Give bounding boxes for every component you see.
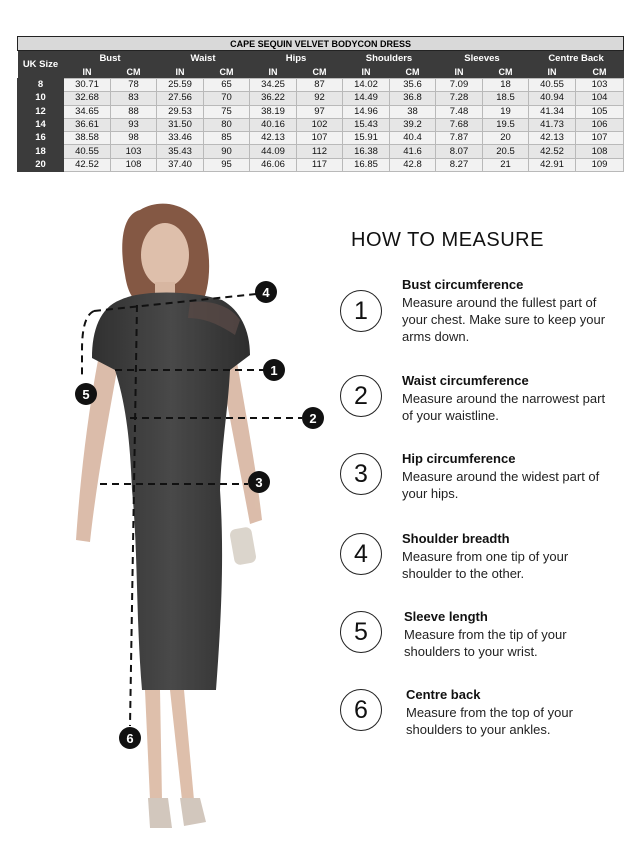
group-header-shoulders: Shoulders [343,51,436,66]
measurement-cell: 108 [576,145,624,158]
measurement-cell: 7.28 [436,92,483,105]
model-silhouette [76,204,262,828]
step-description: Measure around the narrowest part of your waistline. [402,391,606,423]
size-cell: 10 [18,92,64,105]
marker-4-label: 4 [262,285,270,300]
measurement-cell: 16.38 [343,145,390,158]
unit-header-in: IN [157,65,204,79]
step-heading: Shoulder breadth [402,531,510,546]
model-illustration [0,190,330,853]
step-heading: Waist circumference [402,373,529,388]
measurement-cell: 25.59 [157,79,204,92]
measurement-cell: 108 [111,158,157,171]
measurement-cell: 103 [111,145,157,158]
measurement-cell: 41.73 [529,118,576,131]
measurement-cell: 83 [111,92,157,105]
measurement-cell: 38.58 [64,132,111,145]
table-row [18,145,624,158]
marker-4 [255,281,277,303]
step-description: Measure around the fullest part of your chest. Make sure to keep your arms down. [402,295,606,344]
measurement-cell: 109 [576,158,624,171]
measurement-cell: 75 [204,105,250,118]
measurement-cell: 87 [297,79,343,92]
measurement-cell: 32.68 [64,92,111,105]
unit-header-in: IN [529,65,576,79]
measurement-cell: 98 [111,132,157,145]
measurement-cell: 80 [204,118,250,131]
step-bust [340,277,630,344]
measurement-cell: 15.43 [343,118,390,131]
marker-6-label: 6 [126,731,134,746]
measurement-cell: 93 [111,118,157,131]
unit-header-in: IN [64,65,111,79]
step-description: Measure around the widest part of your hips. [402,469,600,501]
measurement-cell: 42.13 [529,132,576,145]
measurement-cell: 42.8 [390,158,436,171]
measurement-cell: 95 [204,158,250,171]
measurement-cell: 44.09 [250,145,297,158]
measurement-cell: 88 [111,105,157,118]
group-header-bust: Bust [64,51,157,66]
unit-header-in: IN [343,65,390,79]
measurement-cell: 90 [204,145,250,158]
step-number-circle: 4 [340,533,382,575]
measurement-cell: 36.8 [390,92,436,105]
measurement-cell: 78 [111,79,157,92]
measurement-cell: 7.09 [436,79,483,92]
measurement-cell: 19 [483,105,529,118]
table-row [18,158,624,171]
measurement-cell: 106 [576,118,624,131]
measurement-cell: 103 [576,79,624,92]
marker-1 [263,359,285,381]
unit-header-in: IN [250,65,297,79]
measurement-cell: 85 [204,132,250,145]
step-centre-back [340,687,630,754]
model-figure [0,190,330,853]
measurement-cell: 97 [297,105,343,118]
size-cell: 14 [18,118,64,131]
step-description: Measure from the tip of your shoulders to your wrist. [404,627,567,659]
table-title: CAPE SEQUIN VELVET BODYCON DRESS [18,37,624,51]
measurement-cell: 36.22 [250,92,297,105]
step-description: Measure from the top of your shoulders to your ankles. [406,705,573,737]
measurement-cell: 39.2 [390,118,436,131]
measurement-cell: 38 [390,105,436,118]
measurement-cell: 21 [483,158,529,171]
step-description: Measure from one tip of your shoulder to the other. [402,549,569,581]
measurement-cell: 7.48 [436,105,483,118]
measurement-cell: 112 [297,145,343,158]
size-cell: 16 [18,132,64,145]
step-heading: Hip circumference [402,451,516,466]
measurement-cell: 27.56 [157,92,204,105]
group-header-centre-back: Centre Back [529,51,624,66]
measurement-cell: 37.40 [157,158,204,171]
measurement-cell: 65 [204,79,250,92]
measurement-cell: 29.53 [157,105,204,118]
step-heading: Sleeve length [404,609,488,624]
step-number-circle: 1 [340,290,382,332]
measurement-cell: 20 [483,132,529,145]
measurement-cell: 14.49 [343,92,390,105]
measurement-cell: 40.55 [64,145,111,158]
sleeve-guide-line [82,311,94,375]
measurement-cell: 8.27 [436,158,483,171]
size-cell: 20 [18,158,64,171]
measurement-cell: 15.91 [343,132,390,145]
unit-header-cm: CM [111,65,157,79]
measurement-cell: 107 [576,132,624,145]
measurement-cell: 14.02 [343,79,390,92]
marker-1-label: 1 [270,363,278,378]
group-header-waist: Waist [157,51,250,66]
size-column-header: UK Size [18,51,64,79]
size-table-body [18,79,624,172]
marker-5 [75,383,97,405]
step-number-circle: 5 [340,611,382,653]
measurement-cell: 42.91 [529,158,576,171]
marker-2 [302,407,324,429]
step-waist [340,373,630,440]
measurement-cell: 102 [297,118,343,131]
unit-header-cm: CM [204,65,250,79]
measurement-cell: 117 [297,158,343,171]
measurement-cell: 20.5 [483,145,529,158]
marker-3 [248,471,270,493]
group-header-sleeves: Sleeves [436,51,529,66]
measurement-cell: 40.55 [529,79,576,92]
measurement-cell: 8.07 [436,145,483,158]
measurement-cell: 42.52 [64,158,111,171]
measurement-cell: 35.43 [157,145,204,158]
measurement-cell: 38.19 [250,105,297,118]
step-hips [340,451,630,518]
step-sleeves [340,609,630,676]
marker-6 [119,727,141,749]
table-row [18,92,624,105]
marker-5-label: 5 [82,387,90,402]
size-cell: 18 [18,145,64,158]
measurement-cell: 36.61 [64,118,111,131]
measurement-cell: 7.87 [436,132,483,145]
measurement-cell: 33.46 [157,132,204,145]
measurement-cell: 41.34 [529,105,576,118]
measurement-cell: 31.50 [157,118,204,131]
step-shoulders [340,531,630,598]
measurement-cell: 16.85 [343,158,390,171]
step-number-circle: 2 [340,375,382,417]
measurement-cell: 18.5 [483,92,529,105]
measurement-cell: 92 [297,92,343,105]
measurement-cell: 40.94 [529,92,576,105]
step-heading: Centre back [406,687,481,702]
measurement-cell: 30.71 [64,79,111,92]
table-row [18,105,624,118]
table-row [18,79,624,92]
measurement-cell: 46.06 [250,158,297,171]
marker-2-label: 2 [309,411,317,426]
measurement-cell: 41.6 [390,145,436,158]
unit-header-cm: CM [483,65,529,79]
size-chart-table [17,36,624,172]
marker-3-label: 3 [255,475,263,490]
measurement-cell: 105 [576,105,624,118]
measurement-cell: 42.52 [529,145,576,158]
measurement-cell: 104 [576,92,624,105]
measurement-cell: 107 [297,132,343,145]
measurement-cell: 7.68 [436,118,483,131]
unit-header-cm: CM [390,65,436,79]
measurement-cell: 40.4 [390,132,436,145]
unit-header-cm: CM [576,65,624,79]
measurement-cell: 40.16 [250,118,297,131]
step-heading: Bust circumference [402,277,524,292]
measurement-cell: 35.6 [390,79,436,92]
table-row [18,118,624,131]
measurement-cell: 14.96 [343,105,390,118]
unit-header-in: IN [436,65,483,79]
measurement-cell: 34.65 [64,105,111,118]
measurement-cell: 19.5 [483,118,529,131]
how-to-measure-title: HOW TO MEASURE [351,229,544,251]
step-number-circle: 6 [340,689,382,731]
group-header-hips: Hips [250,51,343,66]
step-number-circle: 3 [340,453,382,495]
measurement-cell: 42.13 [250,132,297,145]
size-cell: 8 [18,79,64,92]
measurement-cell: 34.25 [250,79,297,92]
table-row [18,132,624,145]
measurement-cell: 70 [204,92,250,105]
unit-header-cm: CM [297,65,343,79]
size-cell: 12 [18,105,64,118]
measurement-cell: 18 [483,79,529,92]
